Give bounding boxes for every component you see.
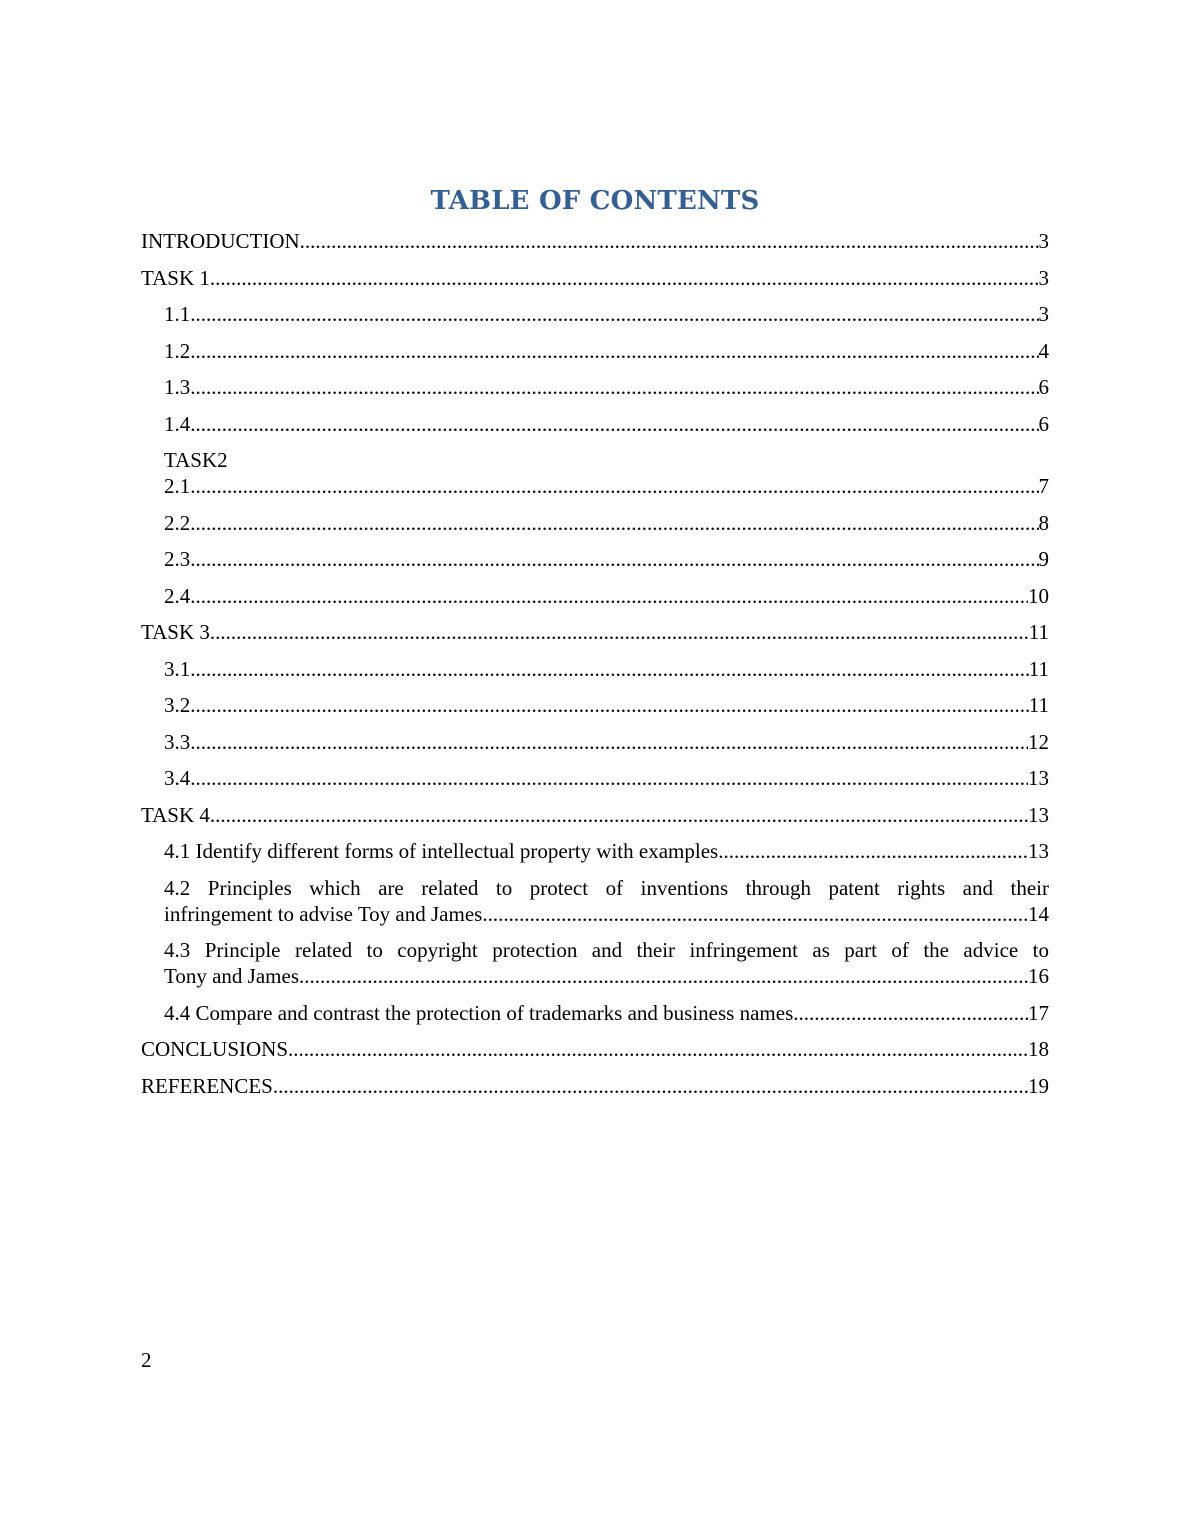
dot-leader xyxy=(300,228,1039,254)
toc-entry-page: 10 xyxy=(1028,583,1049,608)
toc-entry-page: 3 xyxy=(1038,265,1049,290)
toc-entry-label: 2.4 xyxy=(164,583,191,608)
dot-leader xyxy=(190,546,1038,572)
toc-entry[interactable] xyxy=(141,338,1049,364)
toc-entry-label: TASK 3 xyxy=(141,620,210,644)
toc-entry-label: 2.3 xyxy=(164,547,191,571)
dot-leader xyxy=(190,301,1038,327)
page-number: 2 xyxy=(141,1348,152,1372)
toc-entry-page: 11 xyxy=(1028,620,1049,644)
toc-entry-page: 11 xyxy=(1028,656,1049,681)
dot-leader xyxy=(190,338,1038,364)
dot-leader xyxy=(190,473,1038,499)
toc-entry-page: 12 xyxy=(1028,729,1049,754)
toc-entry[interactable] xyxy=(141,447,1049,499)
toc-entry-label: INTRODUCTION xyxy=(141,229,300,253)
toc-entry-heading: 4.2 Principles which are related to protect of inventions through patent rights and their xyxy=(164,875,1049,900)
toc-entry[interactable] xyxy=(141,374,1049,400)
toc-entry[interactable] xyxy=(141,838,1049,864)
toc-entry-page: 6 xyxy=(1038,375,1049,399)
toc-entry[interactable] xyxy=(141,692,1049,718)
toc-entry-label: CONCLUSIONS xyxy=(141,1037,289,1061)
toc-entry-label: REFERENCES xyxy=(141,1073,273,1098)
toc-entry-label: Tony and James xyxy=(164,964,300,988)
toc-entry[interactable] xyxy=(141,546,1049,572)
toc-entry-page: 11 xyxy=(1028,693,1049,717)
toc-entry-heading: TASK2 xyxy=(164,448,228,472)
dot-leader xyxy=(718,838,1028,864)
toc-entry-label: TASK 4 xyxy=(141,802,210,827)
toc-entry[interactable] xyxy=(141,265,1049,291)
toc-entry-label: 2.2 xyxy=(164,510,191,535)
toc-entry-page: 13 xyxy=(1028,802,1049,827)
toc-entry[interactable] xyxy=(141,875,1049,927)
dot-leader xyxy=(210,619,1029,645)
toc-entry-label: 1.2 xyxy=(164,338,191,363)
dot-leader xyxy=(288,1036,1028,1062)
dot-leader xyxy=(210,802,1028,828)
toc-entry-heading: 4.3 Principle related to copyright protection and their infringement as part of the advice to xyxy=(164,938,1049,962)
toc-entry-label: 1.3 xyxy=(164,375,191,399)
dot-leader xyxy=(273,1073,1028,1099)
dot-leader xyxy=(190,765,1028,791)
toc-entry-label: 2.1 xyxy=(164,474,191,498)
toc-entry[interactable] xyxy=(141,729,1049,755)
toc-entry-label: 1.1 xyxy=(164,302,191,326)
toc-entry[interactable] xyxy=(141,301,1049,327)
dot-leader xyxy=(190,510,1038,536)
table-of-contents xyxy=(141,228,1049,1109)
toc-entry-page: 3 xyxy=(1038,302,1049,326)
toc-entry[interactable] xyxy=(141,583,1049,609)
toc-entry-page: 13 xyxy=(1028,766,1049,790)
dot-leader xyxy=(190,411,1038,437)
toc-entry[interactable] xyxy=(141,656,1049,682)
toc-entry-page: 8 xyxy=(1038,510,1049,535)
dot-leader xyxy=(793,1000,1028,1026)
toc-entry-page: 14 xyxy=(1028,901,1049,926)
toc-entry-label: 1.4 xyxy=(164,411,191,436)
toc-entry-page: 3 xyxy=(1038,229,1049,253)
toc-entry-page: 19 xyxy=(1028,1073,1049,1098)
toc-entry-page: 7 xyxy=(1038,474,1049,498)
toc-entry[interactable] xyxy=(141,619,1049,645)
dot-leader xyxy=(190,656,1029,682)
toc-entry[interactable] xyxy=(141,802,1049,828)
dot-leader xyxy=(190,729,1028,755)
dot-leader xyxy=(210,265,1039,291)
dot-leader xyxy=(190,374,1038,400)
toc-entry[interactable] xyxy=(141,1073,1049,1099)
toc-entry-page: 18 xyxy=(1028,1037,1049,1061)
dot-leader xyxy=(190,692,1029,718)
toc-entry-page: 9 xyxy=(1038,547,1049,571)
toc-entry-label: 3.2 xyxy=(164,693,191,717)
dot-leader xyxy=(482,901,1028,927)
toc-entry[interactable] xyxy=(141,765,1049,791)
toc-entry-page: 4 xyxy=(1038,338,1049,363)
toc-entry-label: 4.4 Compare and contrast the protection of trademarks and business names xyxy=(164,1000,794,1025)
page-title: TABLE OF CONTENTS xyxy=(430,186,760,216)
toc-entry[interactable] xyxy=(141,1036,1049,1062)
dot-leader xyxy=(190,583,1028,609)
toc-entry[interactable] xyxy=(141,510,1049,536)
dot-leader xyxy=(299,963,1028,989)
toc-entry-label: 3.1 xyxy=(164,656,191,681)
toc-entry-label: TASK 1 xyxy=(141,265,210,290)
toc-entry-page: 16 xyxy=(1028,964,1049,988)
toc-entry-label: 4.1 Identify different forms of intellectual property with examples xyxy=(164,839,719,863)
toc-entry[interactable] xyxy=(141,937,1049,989)
toc-entry-label: 3.4 xyxy=(164,766,191,790)
toc-entry-page: 13 xyxy=(1028,839,1049,863)
toc-entry-label: 3.3 xyxy=(164,729,191,754)
toc-entry-page: 17 xyxy=(1028,1000,1049,1025)
toc-entry[interactable] xyxy=(141,1000,1049,1026)
toc-entry-page: 6 xyxy=(1038,411,1049,436)
toc-entry[interactable] xyxy=(141,228,1049,254)
toc-entry-label: infringement to advise Toy and James xyxy=(164,901,483,926)
toc-entry[interactable] xyxy=(141,411,1049,437)
